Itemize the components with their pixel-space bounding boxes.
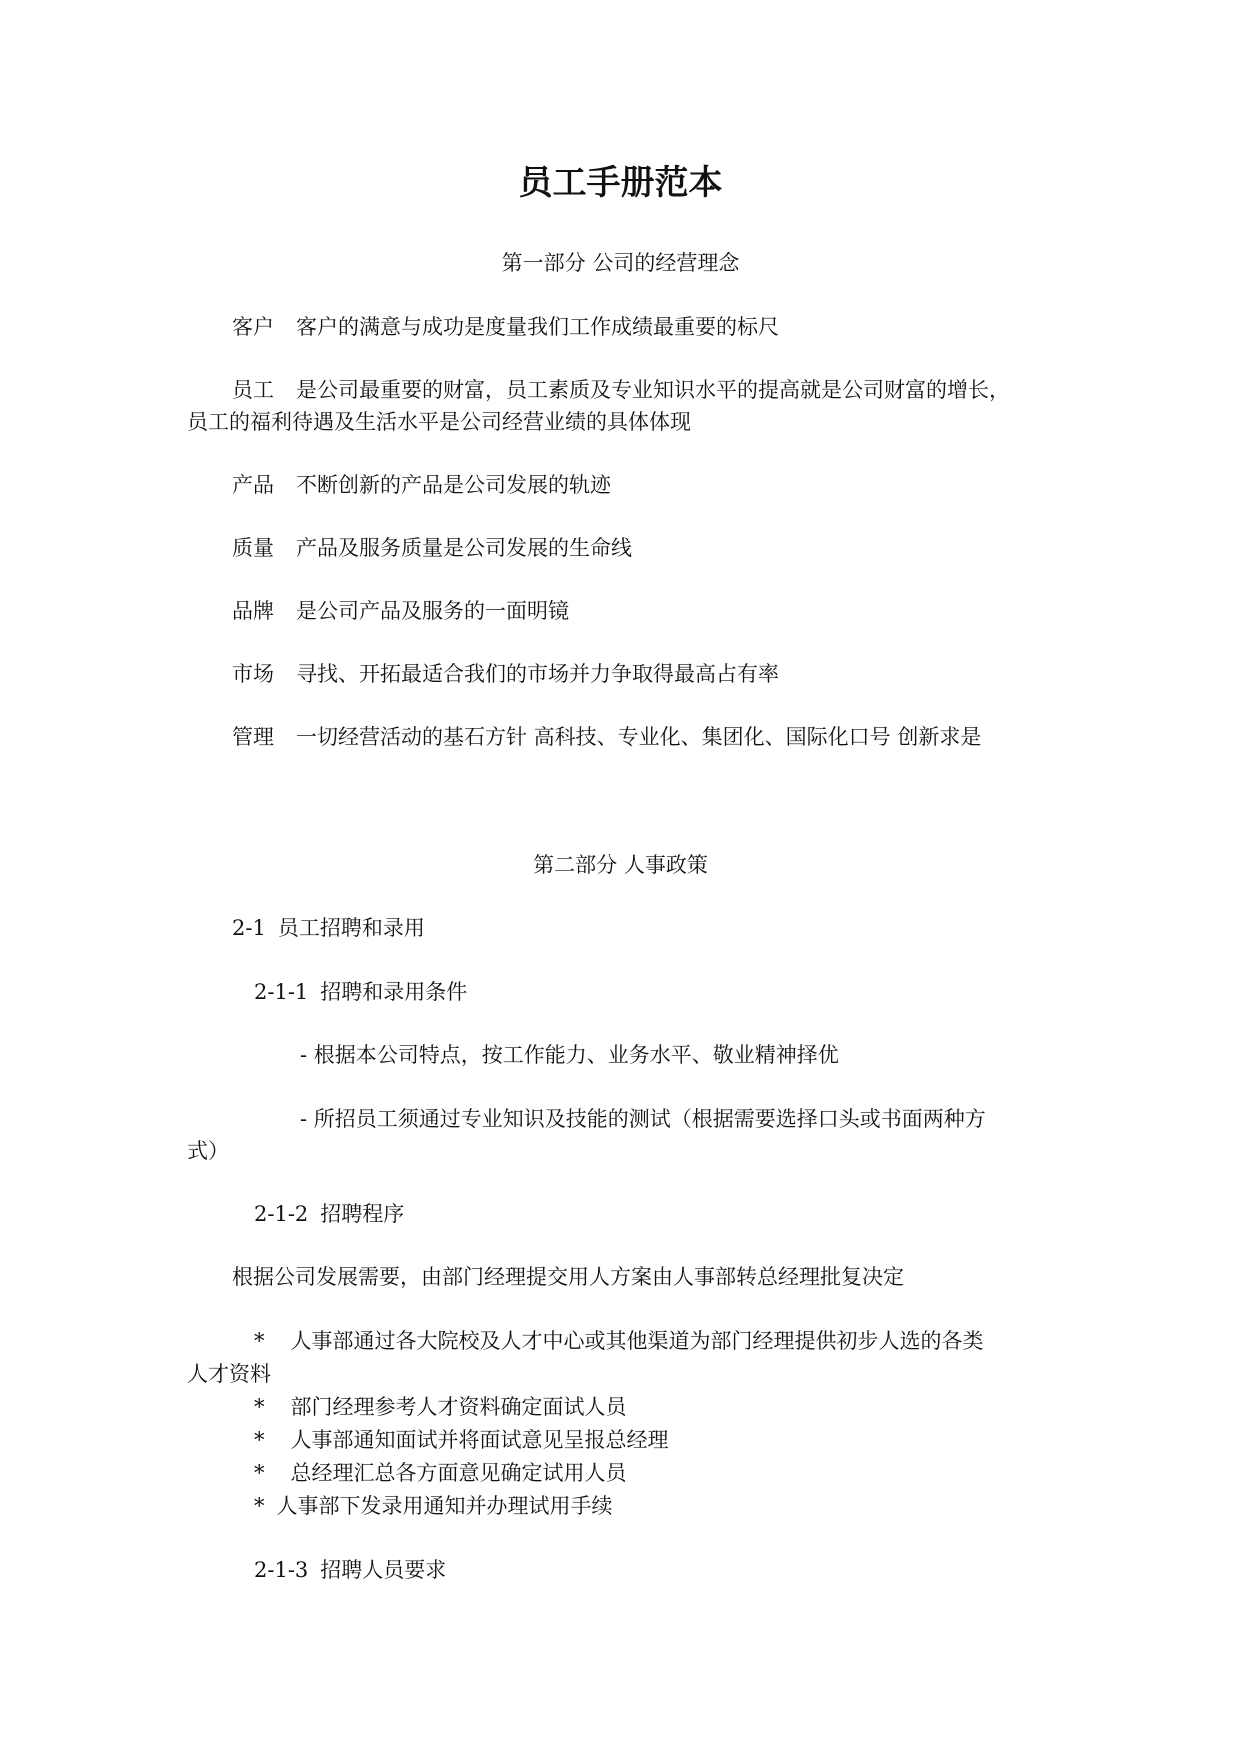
philosophy-item-employee (232, 377, 1010, 403)
item-text: 一切经营活动的基石方针 高科技、专业化、集团化、国际化口号 创新求是 (296, 725, 982, 749)
item-label: 市场 (232, 662, 274, 686)
section-title: 招聘和录用条件 (320, 980, 468, 1004)
procedure-step (254, 1394, 627, 1420)
section-title: 招聘人员要求 (320, 1558, 447, 1582)
philosophy-item-employee-cont: 员工的福利待遇及生活水平是公司经营业绩的具体体现 (187, 410, 691, 434)
condition-item-cont: 式） (187, 1139, 229, 1163)
procedure-step (254, 1460, 627, 1486)
section-2-1-1 (254, 979, 467, 1005)
item-label: 管理 (232, 725, 274, 749)
step-text: 人事部下发录用通知并办理试用手续 (276, 1494, 613, 1518)
item-text: 寻找、开拓最适合我们的市场并力争取得最高占有率 (296, 662, 779, 686)
item-text: 产品及服务质量是公司发展的生命线 (296, 536, 632, 560)
item-label: 品牌 (232, 599, 274, 623)
section-number: 2-1-1 (254, 980, 309, 1004)
section-number: 2-1 (232, 916, 266, 940)
procedure-step (254, 1427, 669, 1453)
step-text: 部门经理参考人才资料确定面试人员 (290, 1395, 627, 1419)
bullet-mark: * (254, 1395, 265, 1419)
item-text: 是公司最重要的财富，员工素质及专业知识水平的提高就是公司财富的增长， (296, 378, 1010, 402)
philosophy-item-product (232, 472, 611, 498)
section-2-1-2 (254, 1201, 404, 1227)
item-label: 员工 (232, 378, 274, 402)
condition-item: - 所招员工须通过专业知识及技能的测试（根据需要选择口头或书面两种方 (300, 1107, 986, 1131)
philosophy-item-management (232, 724, 981, 750)
part1-heading: 第一部分 公司的经营理念 (501, 251, 740, 275)
procedure-step-cont: 人才资料 (187, 1362, 271, 1386)
step-text: 总经理汇总各方面意见确定试用人员 (290, 1461, 627, 1485)
item-text: 不断创新的产品是公司发展的轨迹 (296, 473, 611, 497)
procedure-step (254, 1328, 984, 1354)
item-text: 是公司产品及服务的一面明镜 (296, 599, 569, 623)
section-title: 员工招聘和录用 (277, 916, 425, 940)
philosophy-item-quality (232, 535, 632, 561)
section-number: 2-1-2 (254, 1202, 309, 1226)
section-title: 招聘程序 (320, 1202, 405, 1226)
item-label: 产品 (232, 473, 274, 497)
item-text: 客户的满意与成功是度量我们工作成绩最重要的标尺 (296, 315, 779, 339)
bullet-mark: * (254, 1329, 265, 1353)
item-label: 客户 (232, 315, 274, 339)
bullet-mark: * (254, 1494, 265, 1518)
section-2-1 (232, 915, 425, 941)
item-label: 质量 (232, 536, 274, 560)
philosophy-item-market (232, 661, 779, 687)
part2-heading: 第二部分 人事政策 (533, 853, 708, 877)
bullet-mark: * (254, 1428, 265, 1452)
step-text: 人事部通知面试并将面试意见呈报总经理 (290, 1428, 669, 1452)
document-title: 员工手册范本 (518, 163, 723, 203)
philosophy-item-brand (232, 598, 569, 624)
philosophy-item-customer (232, 314, 779, 340)
procedure-step (254, 1493, 613, 1519)
procedure-intro: 根据公司发展需要，由部门经理提交用人方案由人事部转总经理批复决定 (232, 1265, 904, 1289)
bullet-mark: * (254, 1461, 265, 1485)
section-number: 2-1-3 (254, 1558, 309, 1582)
section-2-1-3 (254, 1557, 446, 1583)
condition-item: - 根据本公司特点，按工作能力、业务水平、敬业精神择优 (300, 1043, 839, 1067)
step-text: 人事部通过各大院校及人才中心或其他渠道为部门经理提供初步人选的各类 (290, 1329, 984, 1353)
